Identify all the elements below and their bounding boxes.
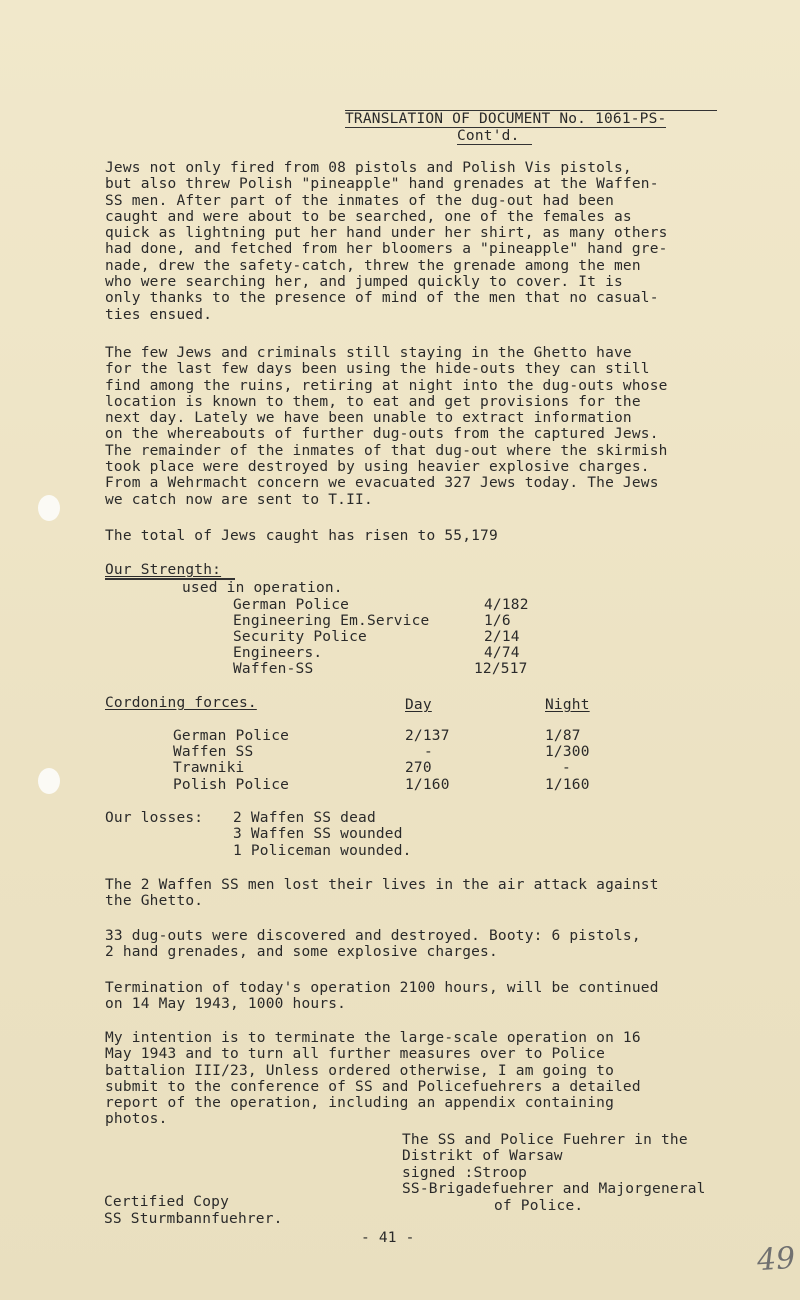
losses-label: Our losses: bbox=[105, 810, 204, 826]
strength-heading: Our Strength: bbox=[105, 562, 222, 578]
strength-unit: Security Police bbox=[233, 629, 367, 645]
strength-unit: Engineering Em.Service bbox=[233, 613, 430, 629]
strength-value: 1/6 bbox=[484, 613, 511, 629]
header-title: TRANSLATION OF DOCUMENT No. 1061-PS- bbox=[345, 110, 717, 128]
strength-unit: Waffen-SS bbox=[233, 661, 314, 677]
strength-value: 2/14 bbox=[484, 629, 520, 645]
page-number: - 41 - bbox=[361, 1230, 415, 1246]
cordoning-heading: Cordoning forces. bbox=[105, 695, 257, 711]
cordoning-day: 2/137 bbox=[405, 728, 450, 744]
strength-value: 4/182 bbox=[484, 597, 529, 613]
cordoning-unit: German Police bbox=[173, 728, 290, 744]
cordoning-night: - bbox=[562, 760, 571, 776]
document-header bbox=[345, 110, 717, 145]
cordoning-day: 270 bbox=[405, 760, 432, 776]
strength-subheading: used in operation. bbox=[182, 580, 343, 596]
header-contd: Cont'd. bbox=[345, 128, 717, 145]
certified-rank: SS Sturmbannfuehrer. bbox=[104, 1211, 283, 1227]
cordoning-unit: Polish Police bbox=[173, 777, 290, 793]
signature-line: SS-Brigadefuehrer and Majorgeneral bbox=[402, 1181, 706, 1197]
punch-hole bbox=[38, 768, 60, 794]
signature-line: signed :Stroop bbox=[402, 1165, 528, 1181]
cordoning-night: 1/160 bbox=[545, 777, 590, 793]
cordoning-col-night: Night bbox=[545, 697, 590, 713]
handwritten-page-number: 49 bbox=[755, 1240, 797, 1279]
cordoning-col-day: Day bbox=[405, 697, 432, 713]
cordoning-day: 1/160 bbox=[405, 777, 450, 793]
paragraph-grenade: Jews not only fired from 08 pistols and Polish Vis pistols, but also threw Polish "pineapple" hand grenades at the Waffen- SS men. After part of the inmates of the dug-out had been caught and were about to be searched, one of the females as quick as lightning put her hand under her shirt, as many others had done, and fetched from her bloomers a "pineapple" hand gre- nade, drew the safety-catch, threw the grenade among the men who were searching her, and jumped quickly to cover. It is only thanks to the presence of mind of the men that no casual- ties ensued. bbox=[105, 160, 668, 323]
losses-item: 2 Waffen SS dead bbox=[233, 810, 376, 826]
cordoning-unit: Waffen SS bbox=[173, 744, 254, 760]
cordoning-day: - bbox=[424, 744, 433, 760]
strength-unit: German Police bbox=[233, 597, 350, 613]
signature-line: The SS and Police Fuehrer in the bbox=[402, 1132, 688, 1148]
losses-item: 3 Waffen SS wounded bbox=[233, 826, 403, 842]
losses-item: 1 Policeman wounded. bbox=[233, 843, 412, 859]
paragraph-total: The total of Jews caught has risen to 55,179 bbox=[105, 528, 498, 544]
paragraph-hideouts: The few Jews and criminals still staying in the Ghetto have for the last few days been using the hide-outs they can still find among the ruins, retiring at night into the dug-outs whose location is known to them, to eat and get provisions for the next day. Lately we have been unable to extract information on the whereabouts of further dug-outs from the captured Jews. The remainder of the inmates of that dug-out where the skirmish took place were destroyed by using heavier explosive charges. From a Wehrmacht concern we evacuated 327 Jews today. The Jews we catch now are sent to T.II. bbox=[105, 345, 668, 508]
strength-unit: Engineers. bbox=[233, 645, 323, 661]
strength-value: 4/74 bbox=[484, 645, 520, 661]
cordoning-night: 1/300 bbox=[545, 744, 590, 760]
cordoning-unit: Trawniki bbox=[173, 760, 245, 776]
paragraph-air-attack: The 2 Waffen SS men lost their lives in the air attack against the Ghetto. bbox=[105, 877, 659, 910]
paragraph-dugouts: 33 dug-outs were discovered and destroyed. Booty: 6 pistols, 2 hand grenades, and some explosive charges. bbox=[105, 928, 641, 961]
punch-hole bbox=[38, 495, 60, 521]
strength-value: 12/517 bbox=[474, 661, 528, 677]
paragraph-intention: My intention is to terminate the large-scale operation on 16 May 1943 and to turn all further measures over to Police battalion III/23, Unless ordered otherwise, I am going to submit to the conference of SS and Policefuehrers a detailed report of the operation, including an appendix containing photos. bbox=[105, 1030, 641, 1128]
signature-line: of Police. bbox=[494, 1198, 584, 1214]
signature-line: Distrikt of Warsaw bbox=[402, 1148, 563, 1164]
cordoning-night: 1/87 bbox=[545, 728, 581, 744]
certified-copy: Certified Copy bbox=[104, 1194, 230, 1210]
paragraph-termination: Termination of today's operation 2100 hours, will be continued on 14 May 1943, 1000 hours. bbox=[105, 980, 659, 1013]
